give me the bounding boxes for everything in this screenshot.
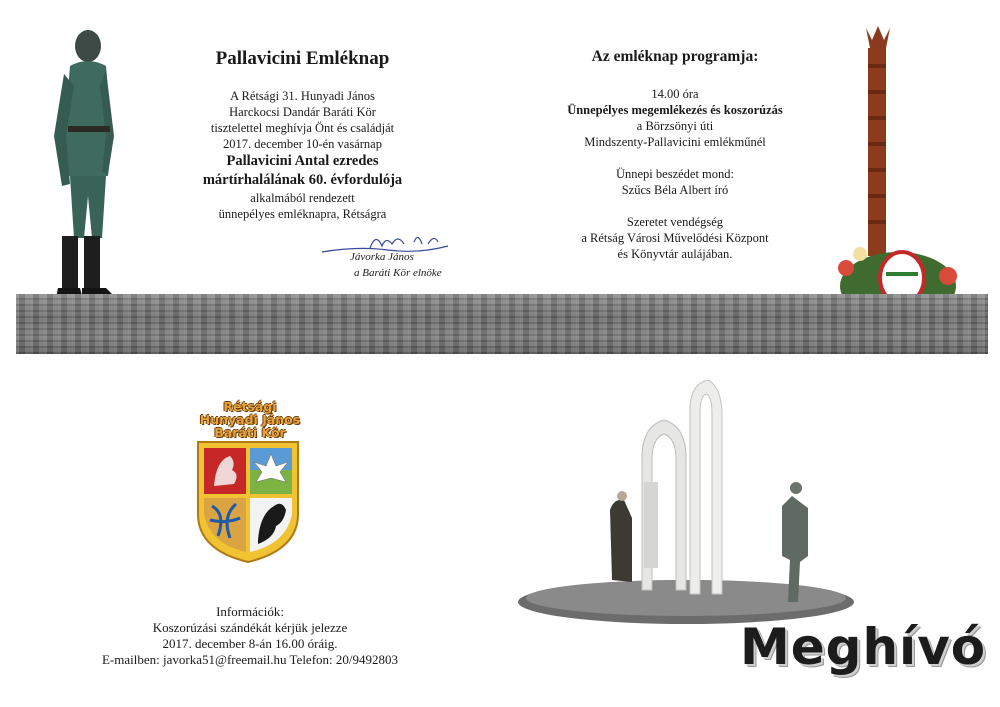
invitation-line: Harckocsi Dandár Baráti Kör [229,105,376,119]
info-line: Koszorúzási szándékát kérjük jelezze [152,620,348,635]
soldier-statue-image [40,26,130,301]
emblem-line: Baráti Kör [214,425,286,440]
emblem-line: Hunyadi János [199,412,301,427]
contact-info-block [80,604,420,668]
coat-of-arms-icon [196,440,300,564]
invitation-line: alkalmából rendezett [250,191,355,205]
invitation-line: A Rétsági 31. Hunyadi János [230,89,375,103]
cobblestone-band [16,294,988,354]
anniversary-line: mártírhalálának 60. évfordulója [202,172,403,188]
program-time: 14.00 óra [651,87,699,101]
program-event: Ünnepélyes megemlékezés és koszorúzás [567,103,783,117]
contact-line: E-mailben: javorka51@freemail.hu Telefon: 20/9492803 [101,652,399,667]
program-speech: Szűcs Béla Albert író [621,183,729,197]
info-line: 2017. december 8-án 16.00 óráig. [162,636,338,651]
event-title: Pallavicini Emléknap [215,48,390,69]
program-place: a Börzsönyi úti [636,119,714,133]
program-speech: Ünnepi beszédet mond: [615,167,735,181]
invitation-line: 2017. december 10-én vasárnap [223,137,382,151]
anniversary-line: Pallavicini Antal ezredes [226,153,379,169]
info-heading: Információk: [216,604,284,619]
invitation-text-block [170,48,435,222]
signatory-role: a Baráti Kör elnöke [354,267,442,279]
emblem-line: Rétsági [223,399,277,414]
program-reception: a Rétság Városi Művelődési Központ [581,231,769,245]
emblem-caption [190,400,310,439]
memorial-column-image [826,24,988,334]
signature-block [318,228,458,284]
program-place: Mindszenty-Pallavicini emlékműnél [584,135,766,149]
signatory-name: Jávorka János [350,251,414,263]
program-reception: Szeretet vendégség [626,215,724,229]
invitation-heading: Meghívó [740,618,987,676]
program-reception: és Könyvtár aulájában. [617,247,733,261]
program-title: Az emléknap programja: [591,48,759,65]
invitation-line: tisztelettel meghívja Önt és családját [210,121,395,135]
program-text-block [530,48,820,262]
invitation-line: ünnepélyes emléknapra, Rétságra [218,207,387,221]
memorial-monument-image [516,380,856,630]
